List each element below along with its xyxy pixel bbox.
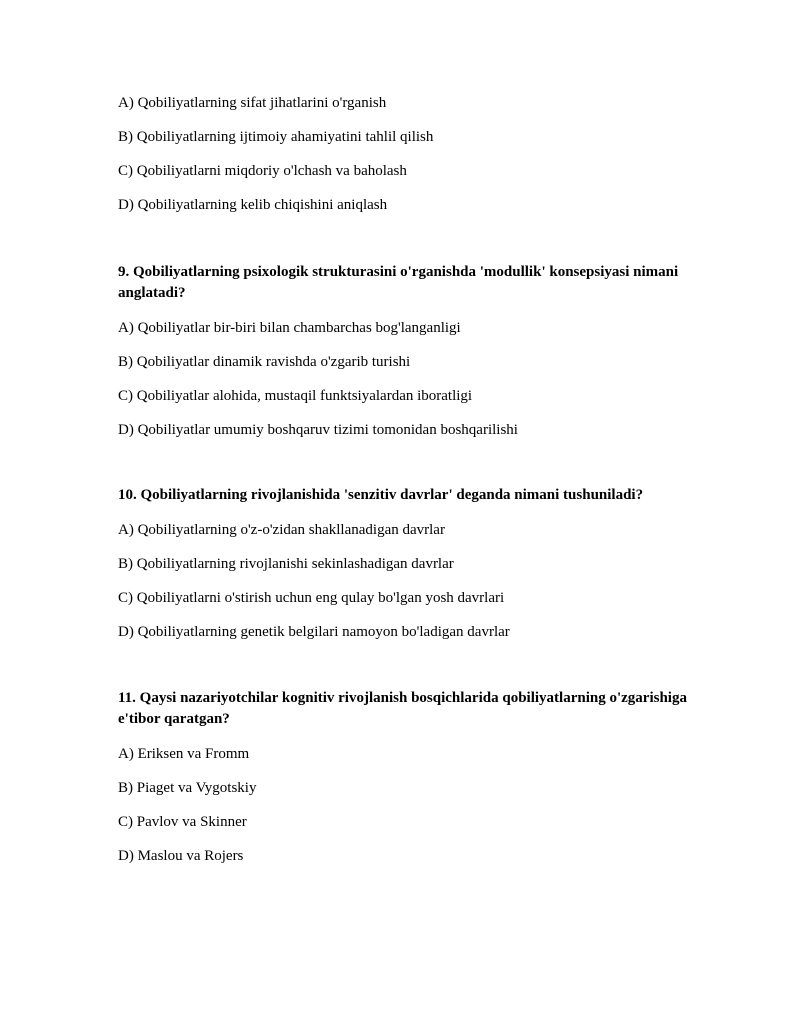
option-11-b: B) Piaget va Vygotskiy (118, 780, 257, 796)
option-9-a: A) Qobiliyatlar bir-biri bilan chambarchas bog'langanligi (118, 320, 461, 336)
question-11-text: 11. Qaysi nazariyotchilar kognitiv rivojlanish bosqichlarida qobiliyatlarning o'zgarishiga e'tibor qaratgan? (118, 690, 687, 727)
option-9-c: C) Qobiliyatlar alohida, mustaqil funktsiyalardan iboratligi (118, 388, 473, 404)
option-8-b: B) Qobiliyatlarning ijtimoiy ahamiyatini tahlil qilish (118, 129, 434, 145)
option-9-b: B) Qobiliyatlar dinamik ravishda o'zgarib turishi (118, 354, 411, 370)
question-10-text: 10. Qobiliyatlarning rivojlanishida 'senzitiv davrlar' deganda nimani tushuniladi? (118, 487, 644, 503)
question-8-continued (118, 93, 698, 215)
question-9-text: 9. Qobiliyatlarning psixologik strukturasini o'rganishda 'modullik' konsepsiyasi nimani anglatadi? (118, 264, 679, 301)
question-10 (118, 485, 698, 642)
option-11-a: A) Eriksen va Fromm (118, 746, 250, 762)
option-9-d: D) Qobiliyatlar umumiy boshqaruv tizimi tomonidan boshqarilishi (118, 422, 518, 438)
option-8-c: C) Qobiliyatlarni miqdoriy o'lchash va baholash (118, 163, 407, 179)
option-8-d: D) Qobiliyatlarning kelib chiqishini aniqlash (118, 197, 388, 213)
question-9 (118, 262, 698, 440)
option-10-c: C) Qobiliyatlarni o'stirish uchun eng qulay bo'lgan yosh davrlari (118, 590, 505, 606)
option-10-d: D) Qobiliyatlarning genetik belgilari namoyon bo'ladigan davrlar (118, 624, 510, 640)
option-10-a: A) Qobiliyatlarning o'z-o'zidan shakllanadigan davrlar (118, 522, 445, 538)
option-11-c: C) Pavlov va Skinner (118, 814, 247, 830)
option-10-b: B) Qobiliyatlarning rivojlanishi sekinlashadigan davrlar (118, 556, 454, 572)
question-11 (118, 688, 698, 866)
option-8-a: A) Qobiliyatlarning sifat jihatlarini o'rganish (118, 95, 387, 111)
option-11-d: D) Maslou va Rojers (118, 848, 244, 864)
